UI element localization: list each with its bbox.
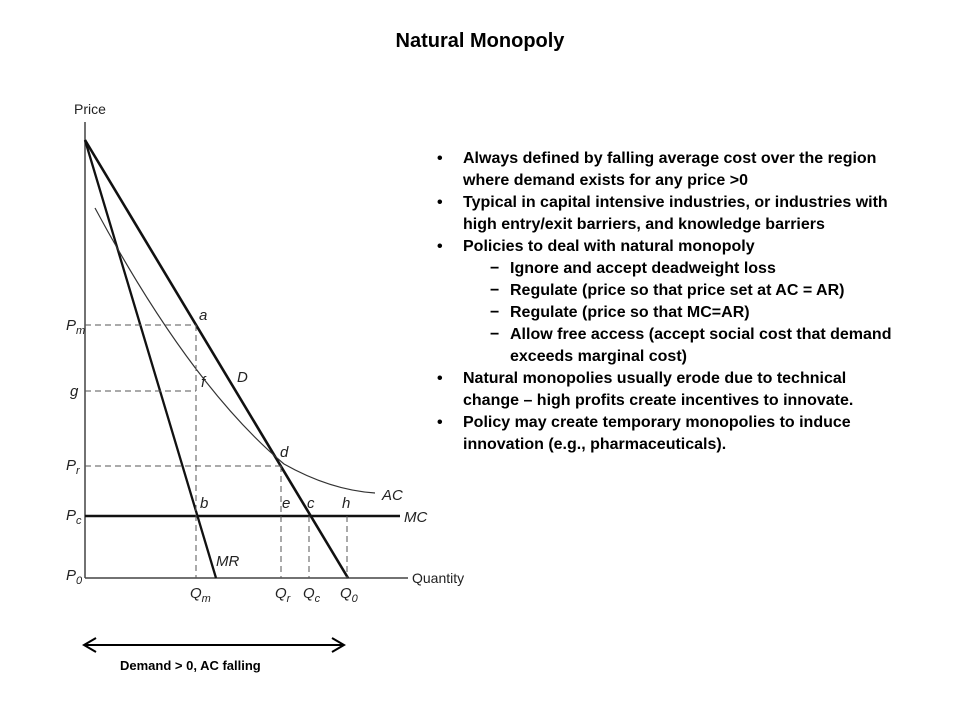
bullet-marker: •: [437, 150, 443, 167]
marginal-revenue-label: MR: [216, 553, 240, 570]
bullet-item: • Natural monopolies usually erode due to technical change – high profits create incentives to innovate.: [437, 370, 854, 409]
bullet-list: [432, 148, 902, 456]
slide-title: Natural Monopoly: [395, 30, 565, 52]
point-label-e: e: [282, 495, 291, 512]
bullet-item: • Always defined by falling average cost over the region where demand exists for any price >0: [437, 150, 877, 189]
price-label-g: g: [70, 383, 79, 400]
point-label-a: a: [199, 307, 208, 324]
point-label-f: f: [201, 374, 206, 391]
bullet-item: • Typical in capital intensive industries, or industries with high entry/exit barriers, and knowledge barriers: [437, 194, 888, 233]
quantity-label-qr: $Q_r$: [275, 585, 291, 605]
point-label-c: c: [307, 495, 315, 512]
demand-range-arrow: [84, 638, 344, 652]
price-axis-label: Price: [74, 101, 106, 117]
dash-marker: −: [490, 304, 500, 321]
bullet-marker: •: [437, 194, 443, 211]
average-cost-label: AC: [382, 487, 403, 504]
sub-bullet-item: − Regulate (price so that MC=AR): [432, 302, 902, 324]
dash-marker: −: [490, 326, 500, 343]
price-label-pc: $P_c$: [66, 507, 82, 527]
price-label-pr: $P_r$: [66, 457, 80, 477]
marginal-cost-label: MC: [404, 509, 428, 526]
quantity-label-qc: $Q_c$: [303, 585, 321, 605]
dash-marker: −: [490, 282, 500, 299]
sub-bullet-item: − Ignore and accept deadweight loss: [432, 258, 902, 280]
guide-lines: [85, 325, 347, 578]
demand-range-caption: Demand > 0, AC falling: [120, 658, 261, 673]
point-label-b: b: [200, 495, 209, 512]
average-cost-curve: [95, 208, 375, 493]
demand-curve: [85, 140, 351, 578]
bullet-marker: •: [437, 238, 443, 255]
quantity-label-q0: $Q_0$: [340, 585, 358, 605]
bullet-marker: •: [437, 370, 443, 387]
bullet-marker: •: [437, 414, 443, 431]
sub-bullet-item: − Regulate (price so that price set at AC = AR): [432, 280, 902, 302]
bullet-item: • Policy may create temporary monopolies to induce innovation (e.g., pharmaceuticals).: [437, 414, 851, 453]
bullet-item: • Policies to deal with natural monopoly: [432, 236, 902, 258]
price-label-pm: $P_m$: [66, 317, 86, 337]
point-label-d: d: [280, 444, 289, 461]
dash-marker: −: [490, 260, 500, 277]
point-label-h: h: [342, 495, 351, 512]
demand-label: D: [237, 369, 248, 386]
price-label-p0: $P_0$: [66, 567, 83, 587]
quantity-axis-label: Quantity: [412, 570, 465, 586]
sub-bullet-item: − Allow free access (accept social cost that demand exceeds marginal cost): [490, 326, 892, 365]
quantity-label-qm: $Q_m$: [190, 585, 211, 605]
